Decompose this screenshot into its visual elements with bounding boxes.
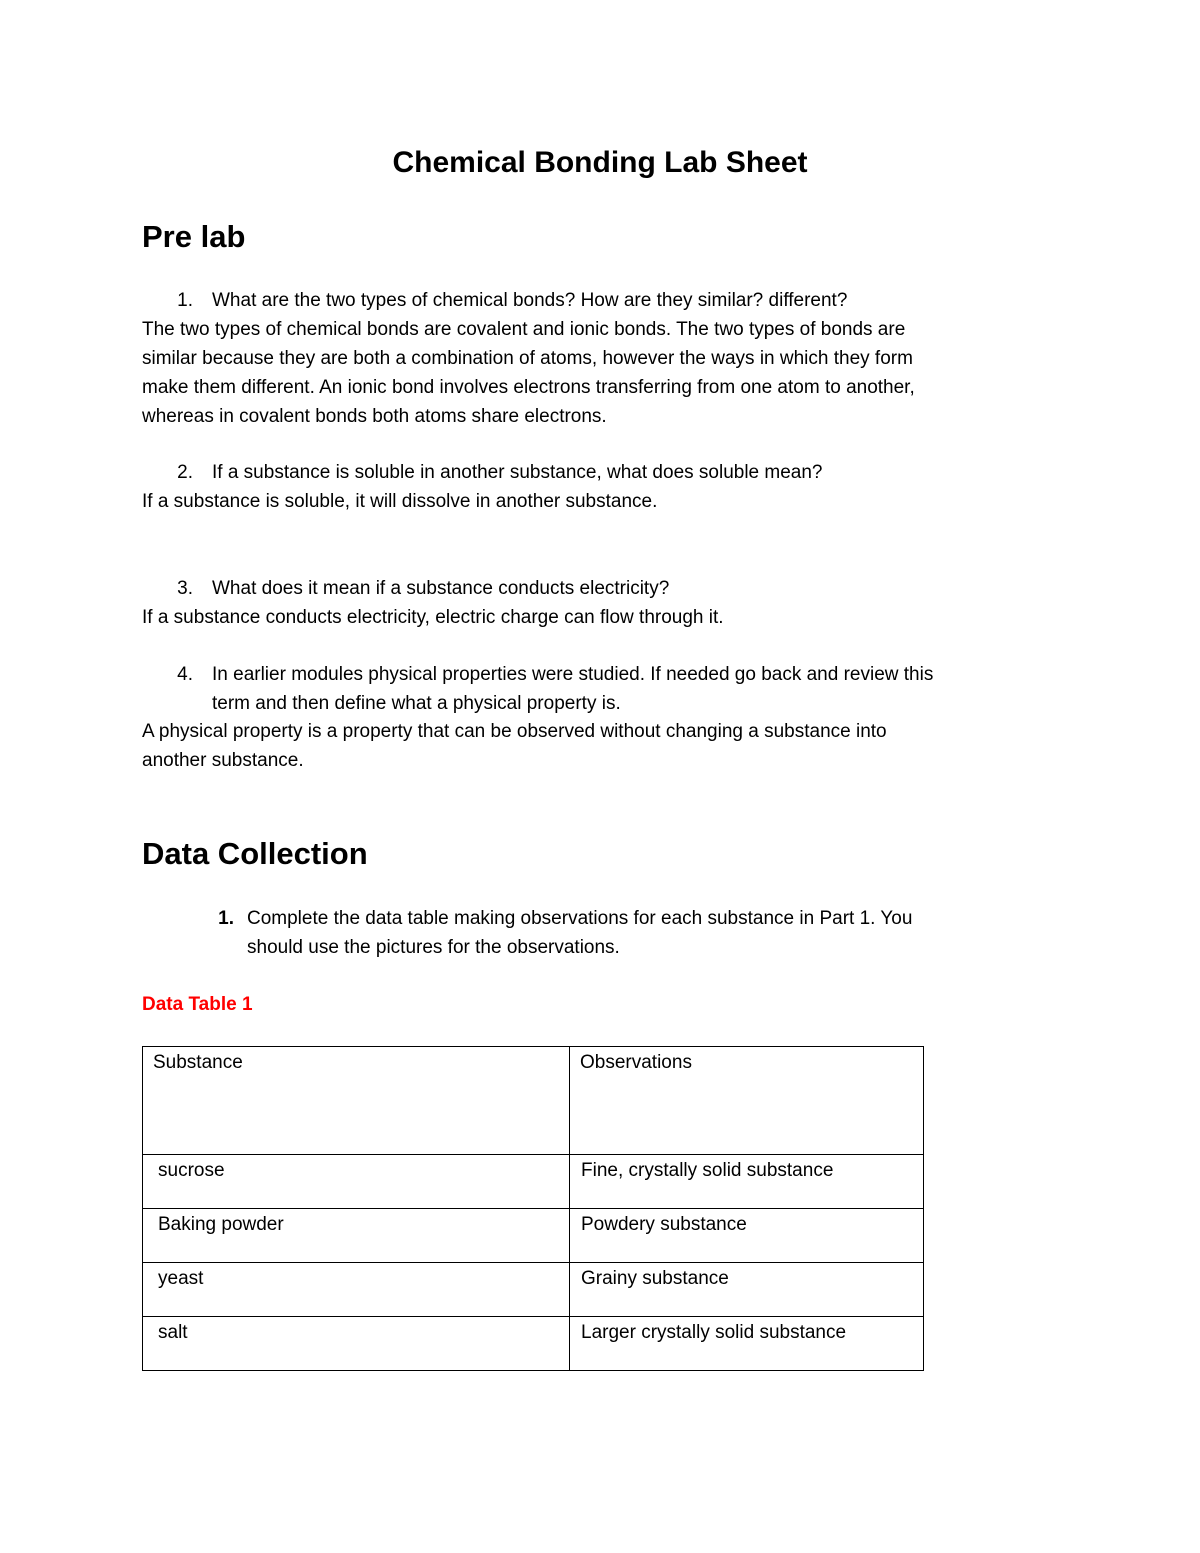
question-number: 2. [177, 462, 193, 483]
answer-line: If a substance is soluble, it will dissolve in another substance. [142, 491, 658, 512]
answer-line: A physical property is a property that can be observed without changing a substance into [142, 721, 887, 742]
table-row [143, 1263, 924, 1317]
substance-cell: salt [143, 1317, 570, 1371]
question-text: If a substance is soluble in another substance, what does soluble mean? [212, 462, 823, 483]
answer-line: make them different. An ionic bond involves electrons transferring from one atom to another, [142, 377, 915, 398]
data-collection-heading: Data Collection [142, 836, 368, 871]
question-text: What are the two types of chemical bonds? How are they similar? different? [212, 290, 848, 311]
substance-cell: sucrose [143, 1155, 570, 1209]
observation-cell: Grainy substance [570, 1263, 924, 1317]
observation-cell: Fine, crystally solid substance [570, 1155, 924, 1209]
table-row [143, 1209, 924, 1263]
substance-cell: Baking powder [143, 1209, 570, 1263]
document-title: Chemical Bonding Lab Sheet [392, 146, 808, 179]
table-header-row [143, 1047, 924, 1155]
answer-line: If a substance conducts electricity, electric charge can flow through it. [142, 607, 724, 628]
table-row [143, 1317, 924, 1371]
question-number: 4. [177, 664, 193, 685]
observation-cell: Powdery substance [570, 1209, 924, 1263]
substance-cell: yeast [143, 1263, 570, 1317]
prelab-answer-2 [142, 487, 1062, 516]
table-header-cell: Observations [570, 1047, 924, 1155]
answer-line: another substance. [142, 750, 304, 771]
instruction-text: Complete the data table making observations for each substance in Part 1. You [247, 908, 913, 929]
question-text: term and then define what a physical property is. [212, 693, 621, 714]
question-text: In earlier modules physical properties were studied. If needed go back and review this [212, 664, 934, 685]
prelab-answer-1 [142, 315, 1062, 431]
answer-line: similar because they are both a combination of atoms, however the ways in which they form [142, 348, 913, 369]
question-number: 1. [177, 290, 193, 311]
prelab-answer-3 [142, 603, 1062, 632]
instruction-number: 1. [218, 908, 234, 929]
prelab-heading: Pre lab [142, 219, 246, 254]
question-text: What does it mean if a substance conducts electricity? [212, 578, 670, 599]
table-row [143, 1155, 924, 1209]
table-header-cell: Substance [143, 1047, 570, 1155]
prelab-answer-4 [142, 717, 1062, 775]
answer-line: The two types of chemical bonds are covalent and ionic bonds. The two types of bonds are [142, 319, 906, 340]
answer-line: whereas in covalent bonds both atoms share electrons. [142, 406, 607, 427]
data-table [142, 1046, 924, 1371]
table-caption: Data Table 1 [142, 994, 253, 1015]
instruction-text: should use the pictures for the observations. [247, 937, 620, 958]
question-number: 3. [177, 578, 193, 599]
observation-cell: Larger crystally solid substance [570, 1317, 924, 1371]
